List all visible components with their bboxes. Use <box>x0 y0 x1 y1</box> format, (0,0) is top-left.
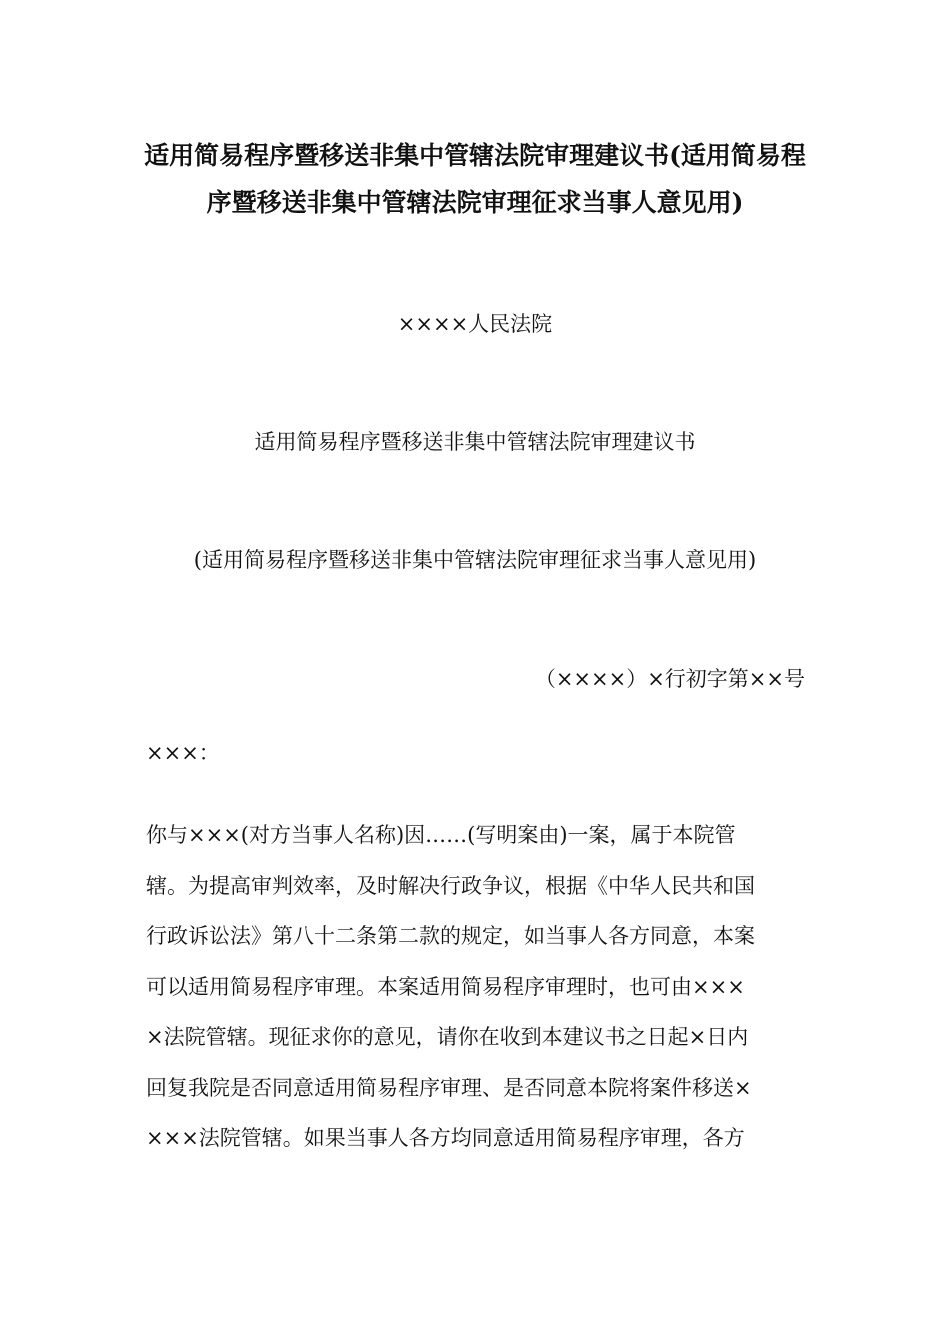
court-name: ××××人民法院 <box>397 312 553 336</box>
body-line: 行政诉讼法》第八十二条第二款的规定，如当事人各方同意，本案 <box>146 924 755 948</box>
document-subtitle: 适用简易程序暨移送非集中管辖法院审理建议书 <box>254 430 696 454</box>
usage-note: (适用简易程序暨移送非集中管辖法院审理征求当事人意见用) <box>193 548 757 572</box>
case-number: （××××）×行初字第××号 <box>534 667 805 691</box>
body-line: 可以适用简易程序审理。本案适用简易程序审理时，也可由××× <box>146 974 745 999</box>
body-line: 辖。为提高审判效率，及时解决行政争议，根据《中华人民共和国 <box>146 873 755 898</box>
body-paragraph <box>146 810 806 1164</box>
body-line: 回复我院是否同意适用简易程序审理、是否同意本院将案件移送× <box>146 1075 752 1100</box>
document-title: 适用简易程序暨移送非集中管辖法院审理建议书(适用简易程序暨移送非集中管辖法院审理征求当事人意见用) <box>144 141 806 217</box>
body-line: ×××法院管辖。如果当事人各方均同意适用简易程序审理，各方 <box>146 1126 745 1150</box>
body-line: 你与×××(对方当事人名称)因……(写明案由)一案，属于本院管 <box>146 823 736 847</box>
addressee: ×××： <box>146 741 220 765</box>
body-line: ×法院管辖。现征求你的意见，请你在收到本建议书之日起×日内 <box>146 1025 749 1049</box>
